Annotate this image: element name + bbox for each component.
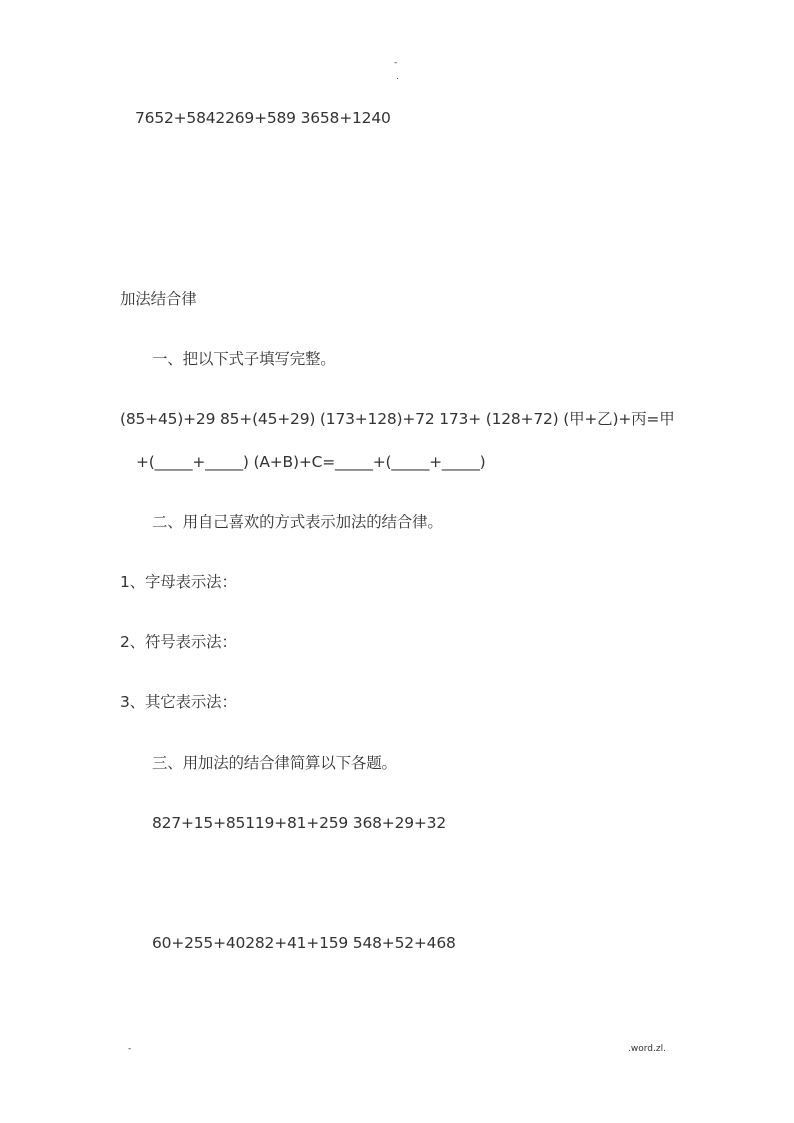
question-3-line-2: 60+255+40282+41+159 548+52+468 [152, 934, 456, 952]
header-dot: . [396, 72, 399, 82]
top-arithmetic-line: 7652+5842269+589 3658+1240 [135, 109, 391, 127]
section-title: 加法结合律 [120, 290, 197, 308]
item-symbol-method: 2、符号表示法： [120, 633, 237, 651]
header-dash: - [394, 58, 398, 68]
question-1-line-1: (85+45)+29 85+(45+29) (173+128)+72 173+ (128+72) (甲+乙)+丙=甲 [120, 410, 675, 428]
question-1-line-2: +(_____+_____) (A+B)+C=_____+(_____+_____) [136, 453, 486, 471]
question-3-line-1: 827+15+85119+81+259 368+29+32 [152, 814, 447, 832]
question-2-heading: 二、用自己喜欢的方式表示加法的结合律。 [152, 513, 443, 531]
footer-right-text: .word.zl. [628, 1044, 666, 1054]
item-letter-method: 1、字母表示法： [120, 573, 237, 591]
question-1-heading: 一、把以下式子填写完整。 [152, 350, 336, 368]
item-other-method: 3、其它表示法： [120, 693, 237, 711]
footer-left-mark: - [128, 1044, 132, 1054]
question-3-heading: 三、用加法的结合律简算以下各题。 [152, 754, 397, 772]
